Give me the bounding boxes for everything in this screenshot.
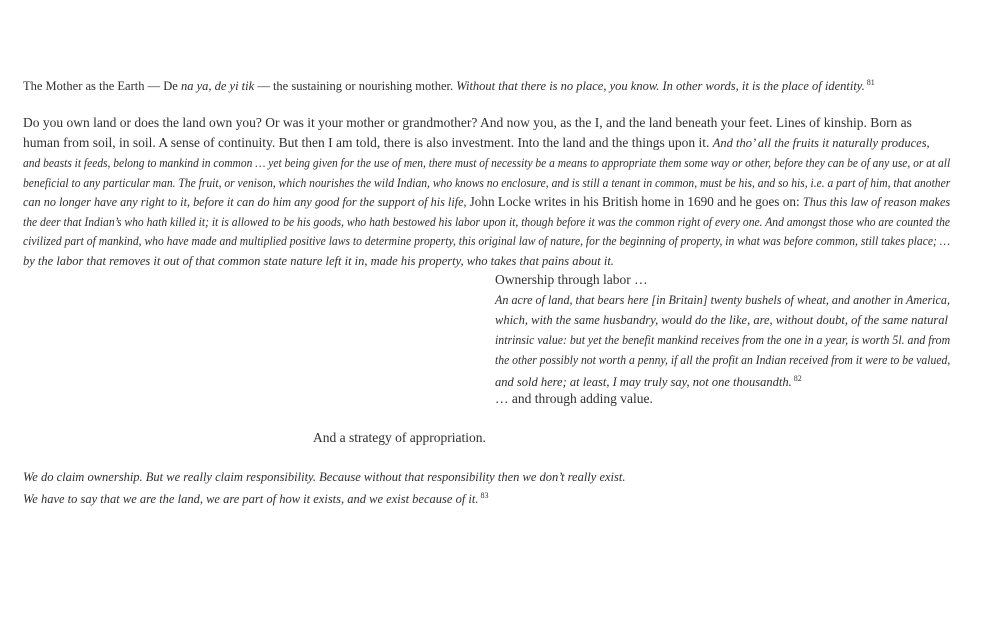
para-line-7: civilized part of mankind, who have made and multiplied positive laws to determine property, this original law of nature, for the beginning of property, in what was before common, still takes place; … xyxy=(23,234,951,248)
para-line-2a: human from soil, in soil. A sense of continuity. But then I am told, there is also investment. Into the land and the things upon it. xyxy=(23,135,713,150)
para-line-6: the deer that Indian’s who hath killed it; it is allowed to be his goods, who hath bestowed his labor upon it, though before it was the common right of every one. And amongst those who are counted the xyxy=(23,215,950,229)
para-line-1: Do you own land or does the land own you? Or was it your mother or grandmother? And now you, as the I, and the land beneath your feet. Lines of kinship. Born as xyxy=(23,115,912,130)
quote-line-1: An acre of land, that bears here [in Britain] twenty bushels of wheat, and another in America, xyxy=(495,293,950,307)
quote-heading: Ownership through labor … xyxy=(495,272,648,287)
quote-line-2: which, with the same husbandry, would do the like, are, without doubt, of the same natural xyxy=(495,313,948,327)
para-line-8: by the labor that removes it out of that common state nature left it in, made his property, who takes that pains about it. xyxy=(23,254,614,268)
closing-line-1: We do claim ownership. But we really claim responsibility. Because without that responsibility then we don’t really exist. xyxy=(23,470,626,484)
para-line-5b: John Locke writes in his British home in 1690 and he goes on: xyxy=(469,194,803,209)
intro-text-a: The Mother as the Earth — De xyxy=(23,79,181,93)
intro-text-c: — the sustaining or nourishing mother. xyxy=(254,79,457,93)
footnote-82: 82 xyxy=(793,374,802,383)
intro-native-term: na ya, de yi tik xyxy=(180,79,255,93)
para-line-5 xyxy=(23,192,950,212)
quote-tail: … and through adding value. xyxy=(495,391,653,406)
footnote-81: 81 xyxy=(866,78,875,87)
closing-line-2-text: We have to say that we are the land, we are part of how it exists, and we exist because of it. xyxy=(23,492,479,506)
para-line-5a: can no longer have any right to it, before it can do him any good for the support of his life, xyxy=(23,195,470,209)
para-line-2 xyxy=(23,133,930,153)
quote-line-5-text: and sold here; at least, I may truly say, not one thousandth. xyxy=(495,375,792,389)
para-line-2b: And tho’ all the fruits it naturally produces, xyxy=(712,136,930,150)
para-line-4: beneficial to any particular man. The fruit, or venison, which nourishes the wild Indian, who knows no enclosure, and is still a tenant in common, must be his, and so his, i.e. a part of him, that another xyxy=(23,176,951,190)
para-line-5c: Thus this law of reason makes xyxy=(802,195,951,209)
intro-line xyxy=(23,73,875,96)
footnote-83: 83 xyxy=(480,491,489,500)
quote-line-4: the other possibly not worth a penny, if all the profit an Indian received from it were to be valued, xyxy=(495,353,951,367)
quote-line-3: intrinsic value: but yet the benefit mankind receives from the one in a year, is worth 5l. and from xyxy=(495,333,951,347)
closing-line-2 xyxy=(23,486,489,509)
intro-quote: Without that there is no place, you know. In other words, it is the place of identity. xyxy=(456,79,865,93)
strategy-line: And a strategy of appropriation. xyxy=(313,430,486,445)
para-line-3: and beasts it feeds, belong to mankind in common … yet being given for the use of men, there must of necessity be a means to appropriate them some way or other, before they can be of any use, or at all xyxy=(23,156,951,170)
